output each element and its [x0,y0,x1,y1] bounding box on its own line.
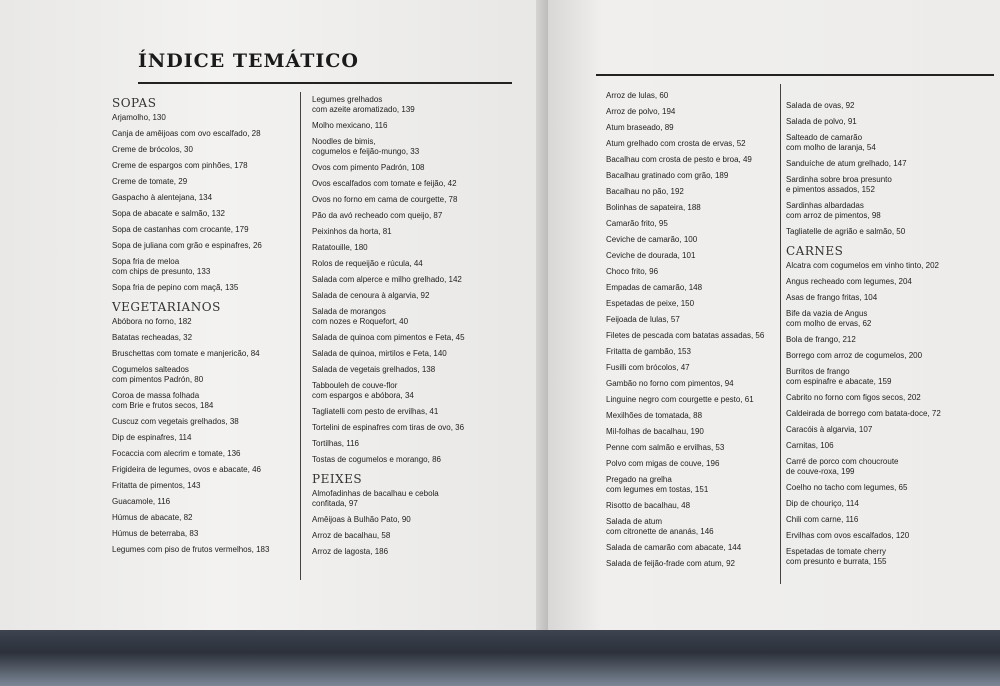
index-entry: Salada de morangos com nozes e Roquefort, 40 [312,307,409,326]
index-entry: Mexilhões de tomatada, 88 [606,411,703,420]
index-entry: Sopa de abacate e salmão, 132 [112,209,225,218]
column-divider [300,92,301,580]
index-entry: Húmus de beterraba, 83 [112,529,199,538]
index-entry: Salada com alperce e milho grelhado, 142 [312,275,462,284]
index-entry: Espetadas de tomate cherry com presunto e burrata, 155 [786,547,887,566]
index-entry: Carnitas, 106 [786,441,834,450]
index-entry: Salada de ovas, 92 [786,101,855,110]
index-entry: Chili com carne, 116 [786,515,859,524]
index-entry: Ervilhas com ovos escalfados, 120 [786,531,910,540]
index-column-4 [786,98,956,570]
index-entry: Linguine negro com courgette e pesto, 61 [606,395,754,404]
index-entry: Sardinha sobre broa presunto e pimentos assados, 152 [786,175,892,194]
index-entry: Noodles de bimis, cogumelos e feijão-mungo, 33 [312,137,420,156]
title-rule [138,82,512,84]
index-entry: Tagliatelle de agrião e salmão, 50 [786,227,906,236]
index-entry: Húmus de abacate, 82 [112,513,193,522]
index-entry: Frigideira de legumes, ovos e abacate, 46 [112,465,261,474]
index-entry: Dip de chouriço, 114 [786,499,859,508]
page-title: ÍNDICE TEMÁTICO [138,50,359,72]
index-entry: Sopa fria de meloa com chips de presunto, 133 [112,257,211,276]
index-entry: Ovos no forno em cama de courgette, 78 [312,195,458,204]
index-entry: Salada de vegetais grelhados, 138 [312,365,436,374]
index-entry: Ovos escalfados com tomate e feijão, 42 [312,179,457,188]
index-entry: Cogumelos salteados com pimentos Padrón, 80 [112,365,204,384]
index-entry: Bola de frango, 212 [786,335,856,344]
index-entry: Atum braseado, 89 [606,123,674,132]
index-entry: Ovos com pimento Padrón, 108 [312,163,425,172]
index-entry: Gambão no forno com pimentos, 94 [606,379,734,388]
index-entry: Camarão frito, 95 [606,219,668,228]
index-entry: Guacamole, 116 [112,497,171,506]
index-entry: Sanduíche de atum grelhado, 147 [786,159,907,168]
book-cover [0,630,1000,686]
right-page [548,0,1000,636]
index-entry: Creme de tomate, 29 [112,177,188,186]
index-entry: Borrego com arroz de cogumelos, 200 [786,351,923,360]
index-entry: Salada de cenoura à algarvia, 92 [312,291,430,300]
index-entry: Bacalhau no pão, 192 [606,187,684,196]
index-entry: Arroz de bacalhau, 58 [312,531,391,540]
index-entry: Arjamolho, 130 [112,113,166,122]
index-entry: Creme de brócolos, 30 [112,145,193,154]
index-entry: Abóbora no forno, 182 [112,317,192,326]
index-entry: Tortilhas, 116 [312,439,359,448]
index-entry: Pregado na grelha com legumes em tostas, 151 [606,475,709,494]
index-entry: Burritos de frango com espinafre e abacate, 159 [786,367,892,386]
index-entry: Atum grelhado com crosta de ervas, 52 [606,139,746,148]
index-entry: Asas de frango fritas, 104 [786,293,878,302]
index-entry: Fritatta de gambão, 153 [606,347,691,356]
section-heading: PEIXES [312,472,363,486]
column-divider-right [780,84,781,584]
index-entry: Ratatouille, 180 [312,243,368,252]
index-entry: Polvo com migas de couve, 196 [606,459,720,468]
index-entry: Carré de porco com choucroute de couve-roxa, 199 [786,457,899,476]
index-entry: Salada de camarão com abacate, 144 [606,543,742,552]
index-entry: Batatas recheadas, 32 [112,333,193,342]
top-rule [596,74,994,76]
index-entry: Filetes de pescada com batatas assadas, 56 [606,331,765,340]
index-column-1 [112,92,297,558]
index-entry: Risotto de bacalhau, 48 [606,501,691,510]
index-entry: Cabrito no forno com figos secos, 202 [786,393,921,402]
index-entry: Legumes com piso de frutos vermelhos, 183 [112,545,270,554]
index-entry: Salada de quinoa, mirtilos e Feta, 140 [312,349,447,358]
index-entry: Tagliatelli com pesto de ervilhas, 41 [312,407,439,416]
index-entry: Sopa de juliana com grão e espinafres, 26 [112,241,262,250]
index-entry: Pão da avó recheado com queijo, 87 [312,211,443,220]
index-entry: Caracóis à algarvia, 107 [786,425,873,434]
index-entry: Arroz de lagosta, 186 [312,547,389,556]
index-entry: Focaccia com alecrim e tomate, 136 [112,449,241,458]
index-entry: Salada de feijão-frade com atum, 92 [606,559,735,568]
index-entry: Almofadinhas de bacalhau e cebola confitada, 97 [312,489,439,508]
index-entry: Angus recheado com legumes, 204 [786,277,912,286]
index-entry: Bife da vazia de Angus com molho de ervas, 62 [786,309,872,328]
index-entry: Sopa de castanhas com crocante, 179 [112,225,249,234]
index-entry: Penne com salmão e ervilhas, 53 [606,443,725,452]
index-entry: Coroa de massa folhada com Brie e frutos secos, 184 [112,391,214,410]
index-entry: Sardinhas albardadas com arroz de pimentos, 98 [786,201,881,220]
section-heading: SOPAS [112,96,157,110]
index-entry: Empadas de camarão, 148 [606,283,703,292]
index-entry: Salada de quinoa com pimentos e Feta, 45 [312,333,465,342]
index-entry: Caldeirada de borrego com batata-doce, 72 [786,409,941,418]
index-entry: Fusilli com brócolos, 47 [606,363,690,372]
index-entry: Canja de amêijoas com ovo escalfado, 28 [112,129,261,138]
index-entry: Tortelini de espinafres com tiras de ovo, 36 [312,423,465,432]
index-entry: Gaspacho à alentejana, 134 [112,193,213,202]
index-column-3 [606,88,778,572]
index-entry: Arroz de lulas, 60 [606,91,669,100]
index-entry: Alcatra com cogumelos em vinho tinto, 202 [786,261,939,270]
index-entry: Amêijoas à Bulhão Pato, 90 [312,515,411,524]
section-heading: CARNES [786,244,844,258]
index-entry: Feijoada de lulas, 57 [606,315,680,324]
index-entry: Tostas de cogumelos e morango, 86 [312,455,441,464]
index-entry: Ceviche de dourada, 101 [606,251,696,260]
index-entry: Bacalhau gratinado com grão, 189 [606,171,729,180]
index-entry: Bruschettas com tomate e manjericão, 84 [112,349,260,358]
index-entry: Cuscuz com vegetais grelhados, 38 [112,417,239,426]
index-entry: Dip de espinafres, 114 [112,433,192,442]
index-entry: Rolos de requeijão e rúcula, 44 [312,259,423,268]
index-entry: Molho mexicano, 116 [312,121,388,130]
index-entry: Coelho no tacho com legumes, 65 [786,483,908,492]
index-entry: Mil-folhas de bacalhau, 190 [606,427,704,436]
index-entry: Salada de atum com citronette de ananás, 146 [606,517,714,536]
section-heading: VEGETARIANOS [112,300,221,314]
index-entry: Creme de espargos com pinhões, 178 [112,161,248,170]
index-entry: Ceviche de camarão, 100 [606,235,698,244]
index-entry: Salada de polvo, 91 [786,117,857,126]
index-entry: Tabbouleh de couve-flor com espargos e abóbora, 34 [312,381,414,400]
index-entry: Sopa fria de pepino com maçã, 135 [112,283,239,292]
index-entry: Choco frito, 96 [606,267,659,276]
index-entry: Bolinhas de sapateira, 188 [606,203,701,212]
index-entry: Arroz de polvo, 194 [606,107,676,116]
index-entry: Peixinhos da horta, 81 [312,227,392,236]
index-entry: Salteado de camarão com molho de laranja, 54 [786,133,876,152]
index-entry: Bacalhau com crosta de pesto e broa, 49 [606,155,752,164]
index-entry: Fritatta de pimentos, 143 [112,481,201,490]
index-entry: Espetadas de peixe, 150 [606,299,695,308]
index-entry: Legumes grelhados com azeite aromatizado, 139 [312,95,415,114]
index-column-2 [312,92,512,560]
